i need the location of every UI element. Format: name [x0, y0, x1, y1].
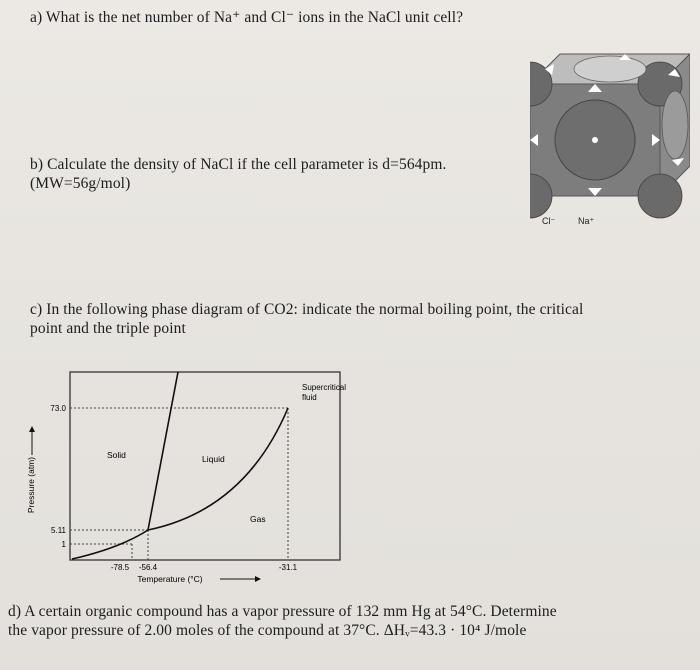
question-d-line2: the vapor pressure of 2.00 moles of the compound at 37°C. ΔHᵥ=43.3 · 10⁴ J/mole — [8, 622, 527, 639]
region-liquid: Liquid — [202, 454, 225, 464]
y-axis-label: Pressure (atm) — [26, 456, 36, 514]
question-d-line1: d) A certain organic compound has a vapor pressure of 132 mm Hg at 54°C. Determine — [8, 603, 557, 620]
y-tick-triple: 5.11 — [51, 526, 66, 535]
region-gas: Gas — [250, 514, 266, 524]
region-solid: Solid — [107, 450, 126, 460]
region-supercritical-line1: Supercritical — [302, 383, 347, 392]
question-c-line1: c) In the following phase diagram of CO2: indicate the normal boiling point, the critical — [30, 301, 584, 318]
co2-phase-diagram — [20, 370, 360, 590]
x-axis-label: Temperature (°C) — [137, 574, 203, 584]
x-tick-triple: -56.4 — [138, 563, 158, 572]
question-c-line2: point and the triple point — [30, 320, 186, 337]
question-b-line1: b) Calculate the density of NaCl if the cell parameter is d=564pm. — [30, 156, 447, 173]
question-a: a) What is the net number of Na⁺ and Cl⁻ ions in the NaCl unit cell? — [30, 9, 464, 26]
x-axis-arrowhead — [255, 576, 261, 582]
question-c — [30, 300, 630, 338]
question-d — [8, 602, 688, 640]
y-axis-arrowhead — [29, 426, 35, 432]
nacl-cube-icon — [530, 48, 690, 223]
cl-ion-label: Cl⁻ — [542, 216, 556, 226]
na-ion-label: Na⁺ — [578, 216, 595, 226]
x-tick-critical: -31.1 — [278, 563, 298, 572]
melting-curve — [148, 372, 178, 530]
y-tick-critical: 73.0 — [50, 404, 66, 413]
y-tick-one-atm: 1 — [61, 540, 66, 549]
question-b-line2: (MW=56g/mol) — [30, 175, 131, 192]
vaporization-curve — [148, 408, 288, 530]
x-tick-sublimation: -78.5 — [110, 563, 130, 572]
plot-frame — [70, 372, 340, 560]
region-supercritical-line2: fluid — [302, 393, 317, 402]
question-b — [30, 155, 500, 193]
nacl-unit-cell-figure — [530, 48, 690, 238]
